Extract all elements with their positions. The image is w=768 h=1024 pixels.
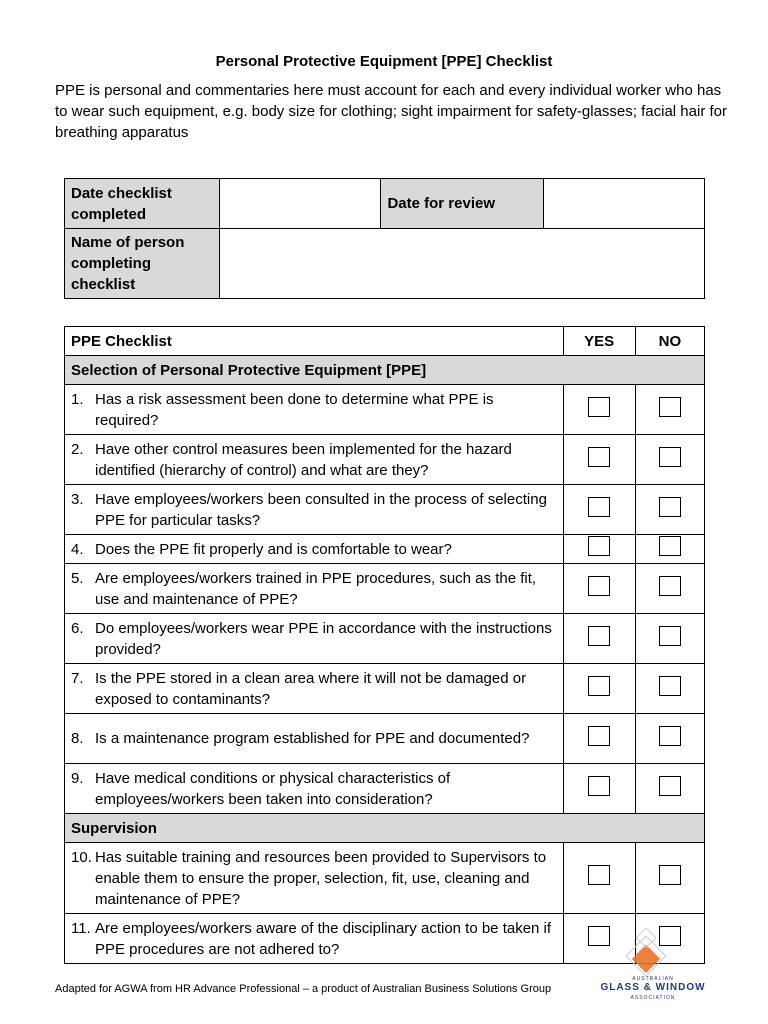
question-text: Have other control measures been implemented for the hazard identified (hierarchy of control) and what are they? [95,440,512,479]
question-number: 2. [71,440,84,458]
yes-cell [563,385,635,435]
no-cell [635,614,704,664]
question-cell [65,714,564,764]
question-text: Have employees/workers been consulted in the process of selecting PPE for particular tasks? [95,490,547,529]
no-checkbox[interactable] [659,726,681,746]
yes-checkbox[interactable] [588,397,610,417]
yes-cell [563,714,635,764]
yes-checkbox[interactable] [588,447,610,467]
question-cell [65,564,564,614]
no-cell [635,714,704,764]
name-field[interactable] [220,229,705,299]
question-cell [65,385,564,435]
yes-checkbox[interactable] [588,865,610,885]
question-row [65,843,705,914]
no-cell [635,385,704,435]
question-cell [65,485,564,535]
question-text: Have medical conditions or physical characteristics of employees/workers been taken into consideration? [95,769,451,808]
no-checkbox[interactable] [659,776,681,796]
question-number: 6. [71,619,84,637]
ppe-checklist-table [64,326,705,964]
question-row [65,385,705,435]
no-cell [635,435,704,485]
yes-checkbox[interactable] [588,497,610,517]
question-row [65,764,705,814]
question-text: Are employees/workers trained in PPE procedures, such as the fit, use and maintenance of PPE? [95,569,537,608]
question-number: 8. [71,730,84,747]
footer-text: Adapted for AGWA from HR Advance Professional – a product of Australian Business Solutions Group [55,983,552,995]
no-checkbox[interactable] [659,676,681,696]
question-cell [65,614,564,664]
date-review-field[interactable] [543,179,704,229]
question-text: Has suitable training and resources been provided to Supervisors to enable them to ensure the proper, selection, fit, use, cleaning and maintenance of PPE? [95,848,547,908]
intro-paragraph: PPE is personal and commentaries here must account for each and every individual worker who has to wear such equipment, e.g. body size for clothing; sight impairment for safety-glasses; facial hair for breathing apparatus [55,82,727,141]
question-row [65,535,705,564]
question-text: Is the PPE stored in a clean area where it will not be damaged or exposed to contaminants? [95,669,527,708]
yes-checkbox[interactable] [588,726,610,746]
section-header-row [65,356,705,385]
yes-checkbox[interactable] [588,536,610,556]
yes-checkbox[interactable] [588,626,610,646]
question-cell [65,664,564,714]
date-completed-label: Date checklist completed [65,179,220,229]
question-number: 1. [71,390,84,408]
no-checkbox[interactable] [659,536,681,556]
no-checkbox[interactable] [659,576,681,596]
question-row [65,485,705,535]
no-checkbox[interactable] [659,397,681,417]
yes-header: YES [563,327,635,356]
question-number: 7. [71,669,84,687]
no-cell [635,564,704,614]
yes-cell [563,435,635,485]
no-cell [635,664,704,714]
yes-cell [563,664,635,714]
question-number: 9. [71,769,84,787]
question-number: 5. [71,569,84,587]
yes-cell [563,843,635,914]
yes-cell [563,764,635,814]
question-row [65,664,705,714]
yes-cell [563,485,635,535]
yes-cell [563,614,635,664]
question-cell [65,914,564,964]
question-row [65,435,705,485]
meta-table [64,178,705,299]
no-checkbox[interactable] [659,865,681,885]
yes-cell [563,564,635,614]
question-row [65,714,705,764]
yes-checkbox[interactable] [588,576,610,596]
question-number: 10. [71,848,92,866]
section-title: Supervision [65,814,705,843]
document-title: Personal Protective Equipment [PPE] Checklist [215,53,553,70]
yes-cell [563,535,635,564]
no-checkbox[interactable] [659,497,681,517]
no-checkbox[interactable] [659,447,681,467]
question-text: Are employees/workers aware of the disciplinary action to be taken if PPE procedures are not adhered to? [95,919,552,958]
question-text: Do employees/workers wear PPE in accordance with the instructions provided? [95,619,552,658]
logo-top-text: AUSTRALIAN [632,976,674,982]
question-text: Is a maintenance program established for PPE and documented? [95,730,530,747]
name-label: Name of person completing checklist [65,229,220,299]
question-text: Does the PPE fit properly and is comfortable to wear? [95,540,452,558]
question-cell [65,435,564,485]
checklist-header: PPE Checklist [65,327,564,356]
question-number: 4. [71,540,84,558]
yes-checkbox[interactable] [588,676,610,696]
no-header: NO [635,327,704,356]
question-number: 3. [71,490,84,508]
question-cell [65,843,564,914]
question-number: 11. [71,919,91,937]
question-row [65,564,705,614]
question-cell [65,764,564,814]
question-row [65,614,705,664]
date-review-label: Date for review [381,179,543,229]
no-cell [635,535,704,564]
no-checkbox[interactable] [659,626,681,646]
no-cell [635,764,704,814]
no-cell [635,485,704,535]
logo-bottom-text: ASSOCIATION [630,995,676,1001]
question-text: Has a risk assessment been done to determine what PPE is required? [95,390,494,429]
logo-main-text: GLASS & WINDOW [600,982,706,993]
yes-checkbox[interactable] [588,776,610,796]
question-cell [65,535,564,564]
section-header-row [65,814,705,843]
no-cell [635,843,704,914]
section-title: Selection of Personal Protective Equipment [PPE] [65,356,705,385]
date-completed-field[interactable] [220,179,381,229]
